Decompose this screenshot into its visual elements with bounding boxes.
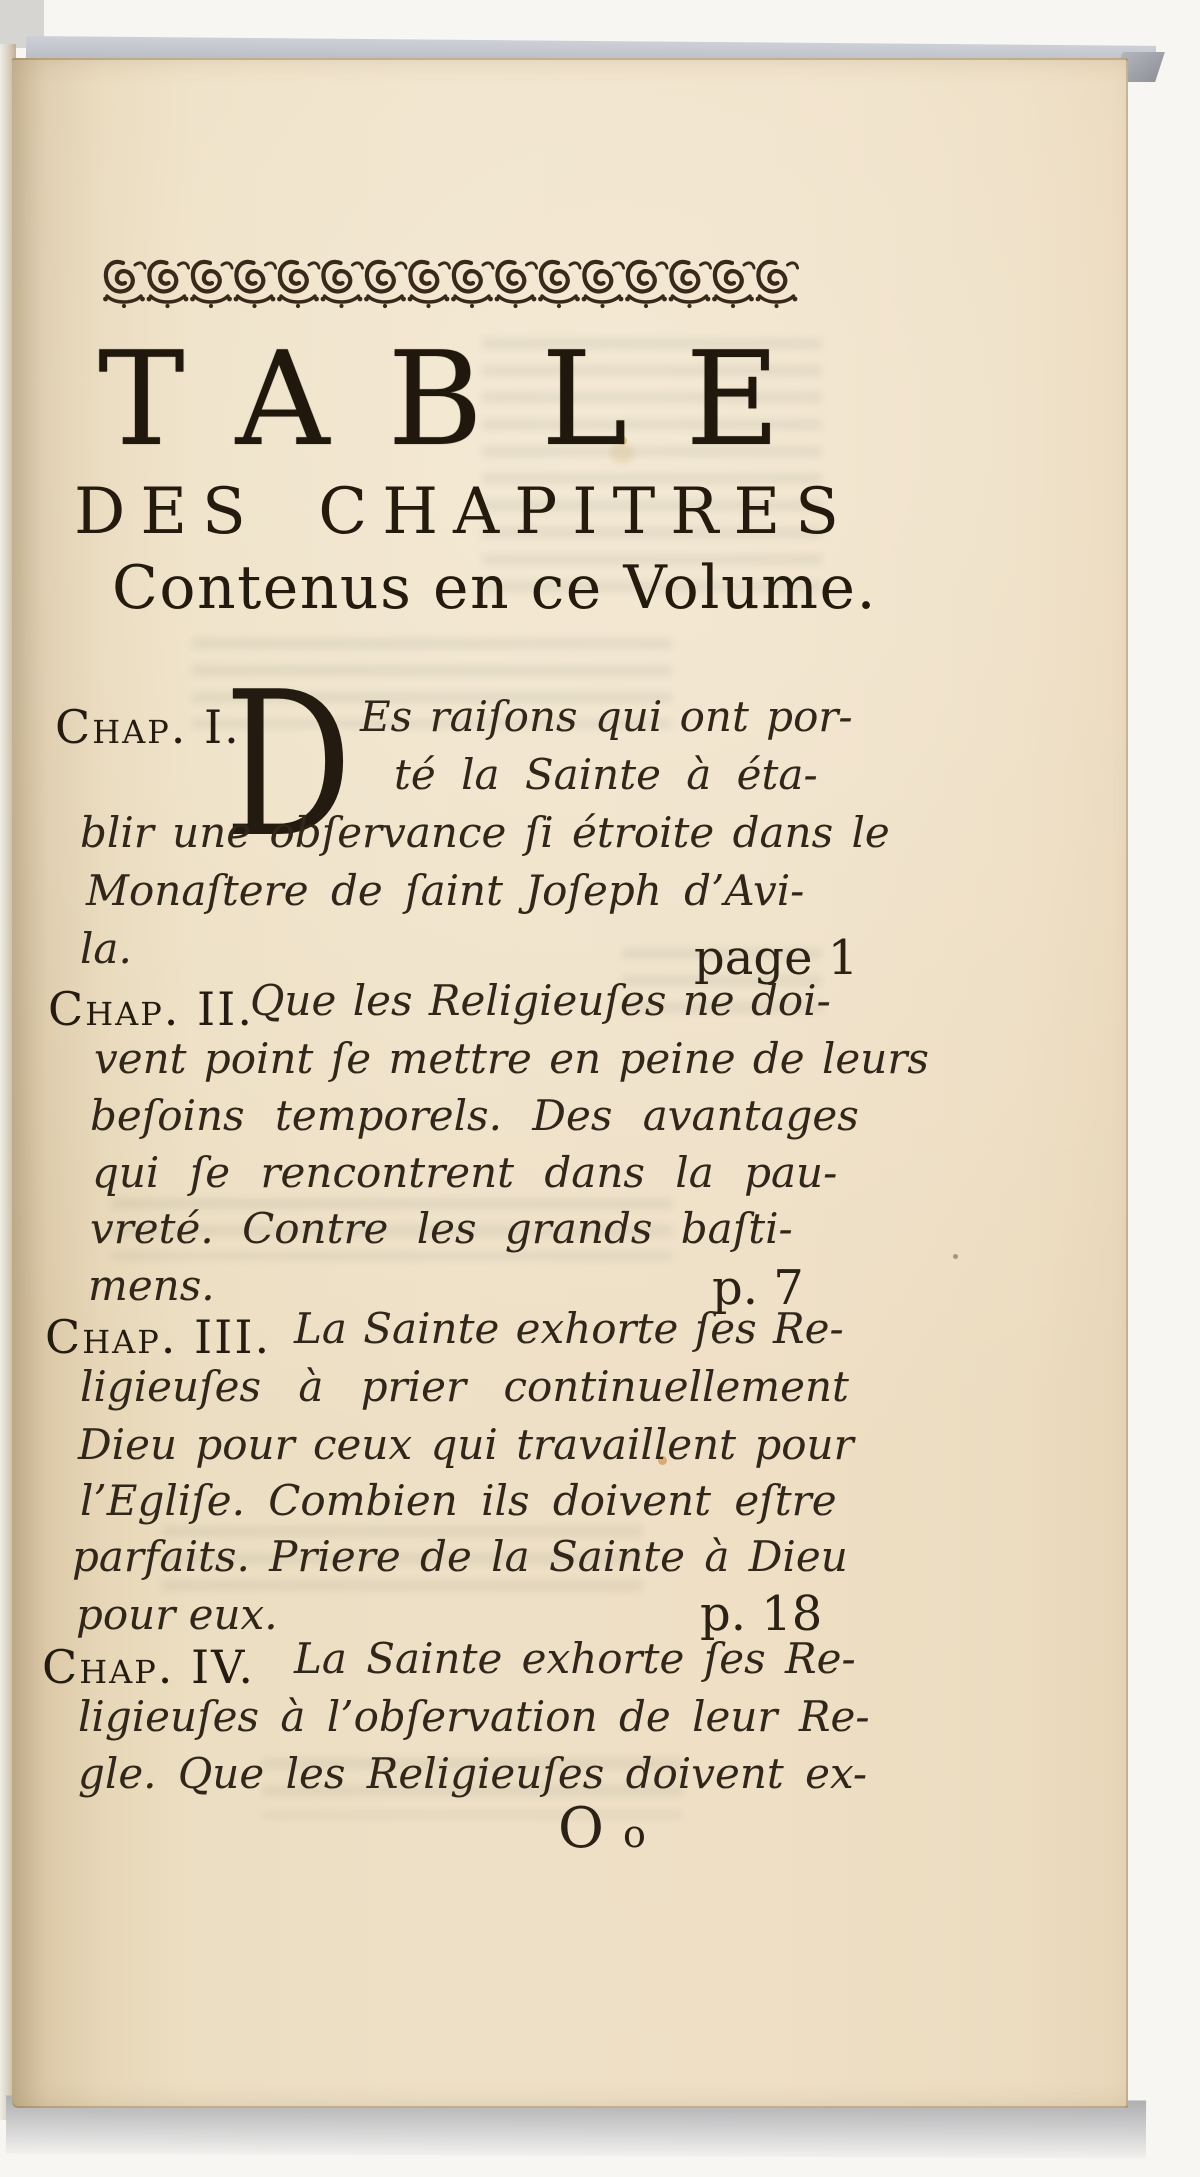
chapter-1-pageref: page 1 xyxy=(694,930,859,986)
signature-mark-small: o xyxy=(623,1812,646,1856)
chapter-2-line: vent point ſe mettre en peine de leurs xyxy=(94,1034,929,1083)
chapter-3-line: ligieuſes à prier continuellement xyxy=(80,1362,849,1411)
chapter-3-line: pour eux. xyxy=(76,1590,278,1639)
chapter-2-line: qui ſe rencontrent dans la pau- xyxy=(92,1148,838,1197)
chapter-2-line: Que les Religieuſes ne doi- xyxy=(250,976,831,1025)
chapter-3-line: Dieu pour ceux qui travaillent pour xyxy=(78,1420,854,1469)
chapter-3-label: Chap. III. xyxy=(45,1310,272,1364)
chapter-1-label: Chap. I. xyxy=(55,700,241,754)
page-subsubtitle: Contenus en ce Volume. xyxy=(112,553,878,623)
chapter-1-line: blir une obſervance ſi étroite dans le xyxy=(80,808,890,857)
chapter-3-line: parfaits. Priere de la Sainte à Dieu xyxy=(72,1532,848,1581)
chapter-3-line: l’Egliſe. Combien ils doivent eſtre xyxy=(80,1476,837,1525)
foxing-speck xyxy=(953,1254,958,1259)
chapter-1-line: Monaſtere de ſaint Joſeph d’Avi- xyxy=(86,866,805,915)
chapter-2-label: Chap. II. xyxy=(48,982,254,1036)
page-subtitle: DES CHAPITRES xyxy=(74,475,854,549)
chapter-3-line: La Sainte exhorte ſes Re- xyxy=(294,1304,844,1353)
chapter-2-pageref: p. 7 xyxy=(712,1260,804,1316)
chapter-1-dropcap: D xyxy=(224,649,353,882)
signature-mark xyxy=(558,1796,646,1861)
chapter-2-line: mens. xyxy=(88,1261,215,1310)
chapter-1-line: la. xyxy=(80,924,132,973)
chapter-1-line: té la Sainte à éta- xyxy=(394,750,818,799)
chapter-4-label: Chap. IV. xyxy=(42,1640,255,1694)
chapter-4-line: ligieuſes à l’obſervation de leur Re- xyxy=(78,1692,870,1741)
chapter-2-line: vreté. Contre les grands baſti- xyxy=(90,1204,793,1253)
page-title: TABLE xyxy=(98,323,839,475)
chapter-4-line: gle. Que les Religieuſes doivent ex- xyxy=(78,1749,868,1798)
signature-mark-cap: O xyxy=(558,1796,604,1861)
printers-ornament-band-icon xyxy=(102,252,800,310)
book-page xyxy=(12,58,1128,2108)
chapter-3-pageref: p. 18 xyxy=(700,1586,823,1642)
chapter-1-line: Es raiſons qui ont por- xyxy=(360,692,853,741)
chapter-2-line: beſoins temporels. Des avantages xyxy=(90,1091,859,1140)
chapter-4-line: La Sainte exhorte ſes Re- xyxy=(294,1634,856,1683)
